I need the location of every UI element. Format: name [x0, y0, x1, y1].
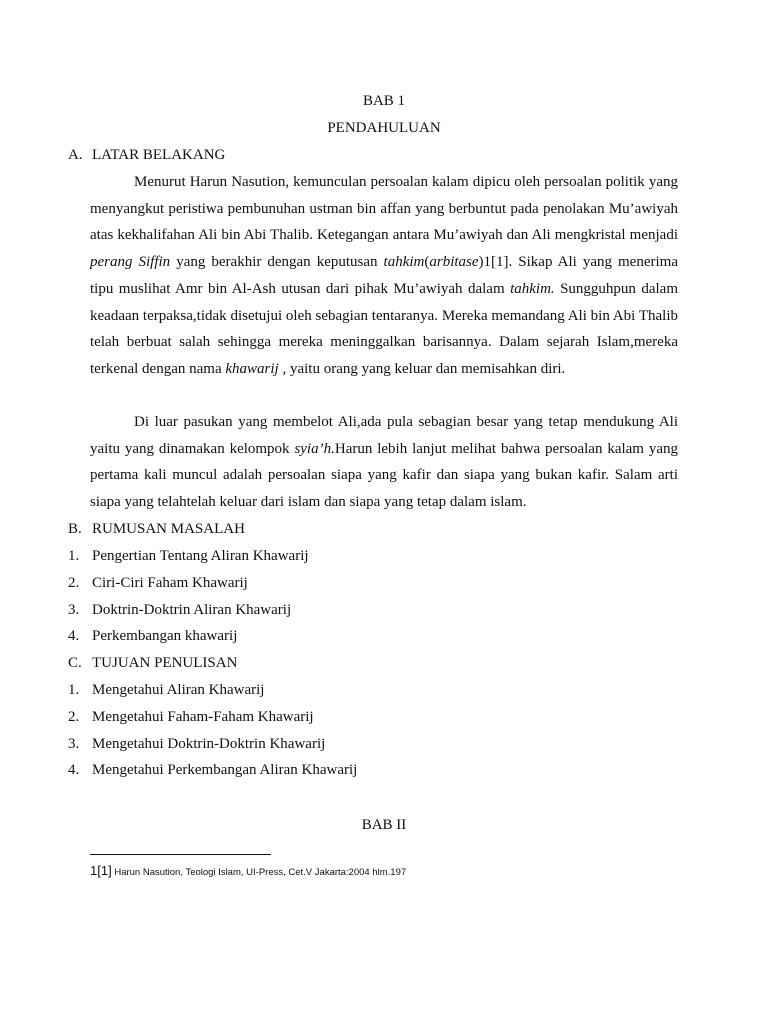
list-number: 3. [68, 735, 80, 752]
section-c-heading [68, 655, 237, 672]
list-text: Ciri-Ciri Faham Khawarij [92, 574, 248, 591]
list-number: 2. [68, 574, 80, 591]
footnote-text: Harun Nasution, Teologi Islam, UI-Press, Cet.V Jakarta:2004 hlm.197 [111, 867, 407, 878]
list-item [68, 731, 357, 758]
problem-statement-list [68, 543, 309, 650]
list-item [68, 677, 357, 704]
list-number: 1. [68, 548, 80, 564]
section-a-heading [68, 147, 225, 164]
paragraph-text: Di luar pasukan yang membelot Ali,ada pula sebagian besar yang tetap mendukung Ali yaitu yang dinamakan kelompok [90, 414, 678, 457]
italic-term: syia’h. [294, 440, 335, 457]
footnote-divider [90, 854, 271, 855]
list-number: 2. [68, 708, 80, 725]
list-number: 1. [68, 682, 80, 698]
list-number: 3. [68, 601, 80, 618]
footnote-reference-text: )1[1]. Sikap Ali yang menerima tipu muslihat Amr bin Al-Ash utusan dari pihak Mu’awiyah dalam [90, 254, 678, 297]
paragraph-text: ( [424, 254, 430, 271]
italic-term: khawarij , [225, 360, 287, 377]
italic-term: arbitase [429, 254, 479, 271]
chapter-2-label: BAB II [361, 817, 407, 833]
list-item [68, 543, 309, 570]
section-a-marker: A. [68, 147, 83, 163]
list-item [68, 757, 357, 784]
italic-term: tahkim. [510, 280, 555, 297]
list-text: Doktrin-Doktrin Aliran Khawarij [92, 601, 292, 618]
list-number: 4. [68, 628, 80, 645]
paragraph-text: yang berakhir dengan keputusan [170, 254, 384, 271]
list-text: Mengetahui Faham-Faham Khawarij [92, 708, 314, 725]
paragraph-text: yaitu orang yang keluar dan memisahkan diri. [286, 360, 566, 377]
section-a-title: LATAR BELAKANG [92, 147, 226, 163]
list-text: Perkembangan khawarij [92, 628, 238, 645]
list-text: Mengetahui Perkembangan Aliran Khawarij [92, 762, 358, 779]
list-item [68, 570, 309, 597]
list-number: 4. [68, 762, 80, 779]
section-b-heading [68, 521, 245, 538]
objectives-list [68, 677, 357, 784]
footnote-reference: 1[1] [90, 863, 112, 878]
section-b-marker: B. [68, 521, 82, 537]
italic-term: tahkim [383, 254, 425, 271]
paragraph-text: Harun lebih lanjut melihat bahwa persoalan kalam yang pertama kali muncul adalah persoalan siapa yang kafir dan siapa yang bukan kafir. Salam arti siapa yang telahtelah keluar dari islam dan siapa yang tetap dalam islam. [90, 440, 678, 511]
list-item [68, 597, 309, 624]
chapter-title: PENDAHULUAN [327, 120, 441, 136]
paragraph-background-1 [90, 169, 678, 383]
section-c-title: TUJUAN PENULISAN [92, 655, 238, 671]
chapter-label: BAB 1 [362, 93, 406, 109]
paragraph-background-2 [90, 409, 678, 516]
list-item [68, 623, 309, 650]
paragraph-text: Sungguhpun dalam keadaan terpaksa,tidak disetujui oleh sebagian tentaranya. Mereka memandang Ali bin Abi Thalib telah berbuat salah sehingga mereka meninggalkan barisannya. Dalam sejarah Islam,mereka terkenal dengan nama [90, 280, 679, 377]
footnote [90, 863, 406, 878]
paragraph-text: Menurut Harun Nasution, kemunculan persoalan kalam dipicu oleh persoalan politik yang menyangkut peristiwa pembunuhan ustman bin affan yang berbuntut pada penolakan Mu’awiyah atas kekhalifahan Ali bin Abi Thalib. Ketegangan antara Mu’awiyah dan Ali mengkristal menjadi [90, 174, 678, 244]
list-text: Mengetahui Aliran Khawarij [92, 682, 265, 698]
italic-term: perang Siffin [90, 254, 171, 271]
list-text: Pengertian Tentang Aliran Khawarij [92, 548, 309, 564]
section-c-marker: C. [68, 655, 82, 671]
list-item [68, 704, 357, 731]
list-text: Mengetahui Doktrin-Doktrin Khawarij [92, 735, 326, 752]
section-b-title: RUMUSAN MASALAH [92, 521, 245, 537]
